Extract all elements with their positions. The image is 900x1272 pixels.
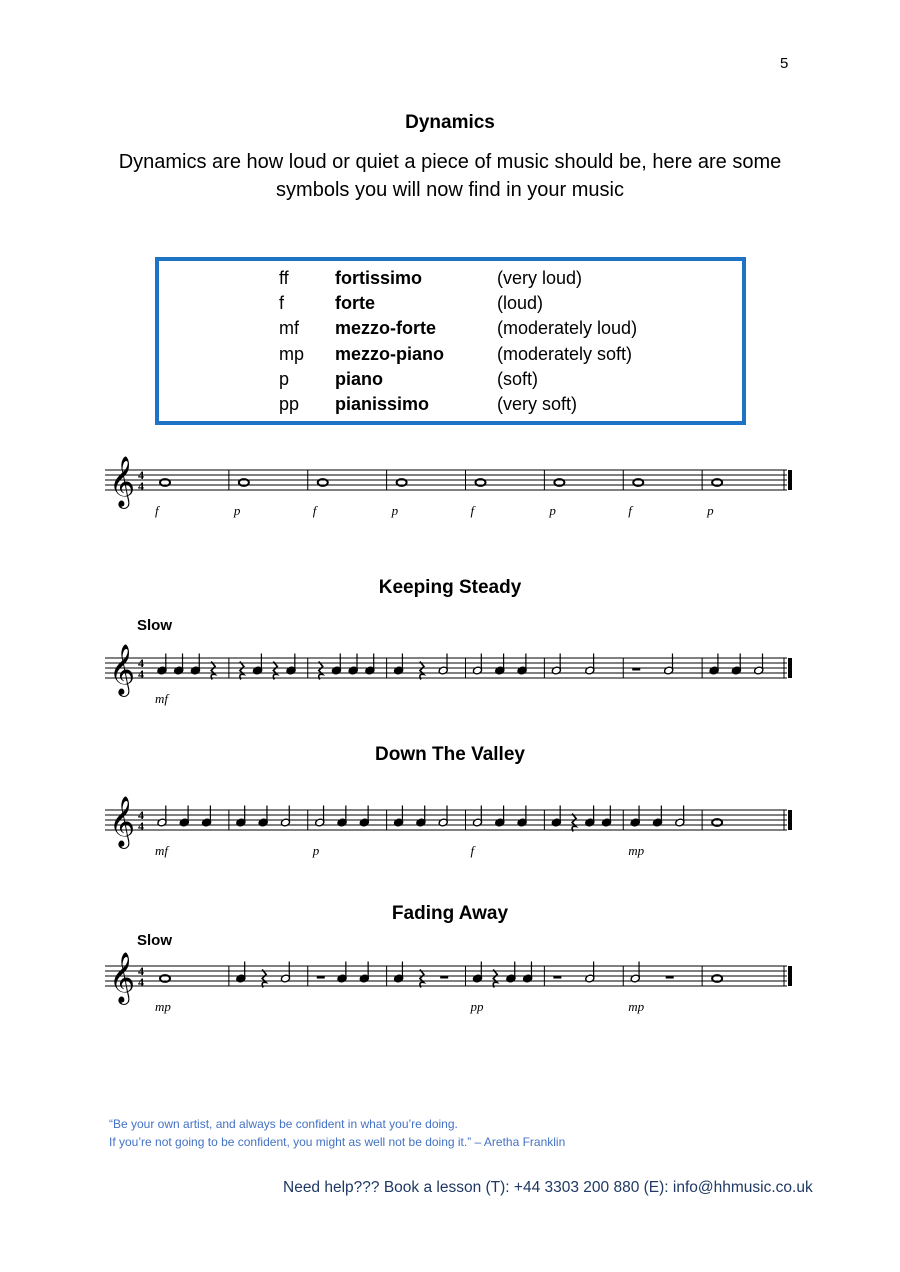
dynamic-marking: f [470,503,475,518]
dynamic-marking: f [628,503,632,518]
dynamic-marking: pp [470,999,484,1014]
dynamic-marking: f [312,503,317,518]
time-signature-top: 4 [138,656,144,670]
time-signature-bottom: 4 [138,975,144,989]
music-staff-keeping-steady [105,640,795,710]
dynamic-name: mezzo-forte [335,318,437,338]
dynamic-marking: f [155,503,159,518]
dynamics-row [279,293,739,318]
dynamic-marking: p [707,503,714,518]
quarter-rest-icon [420,970,424,988]
quarter-rest-icon [420,662,424,680]
piece-title-down-the-valley: Down The Valley [375,744,525,765]
dynamics-table-box [155,257,746,425]
dynamic-symbol: mf [279,318,299,338]
quote-line-1: “Be your own artist, and always be confident in what you’re doing. [109,1117,458,1131]
quarter-rest-icon [493,970,497,988]
music-staff-fading-away [105,948,795,1018]
dynamic-meaning: (very soft) [497,394,578,414]
dynamic-name: piano [335,369,383,389]
dynamic-marking: p [233,503,241,518]
dynamics-row [279,318,739,343]
dynamics-title: Dynamics [405,112,495,133]
dynamic-symbol: mp [279,344,305,364]
dynamic-meaning: (soft) [497,369,539,389]
dynamic-marking: mf [155,843,168,858]
treble-clef-icon: 𝄞 [109,796,136,847]
time-signature-top: 4 [138,468,144,482]
dynamics-row [279,268,739,293]
quarter-rest-icon [262,970,266,988]
dynamic-marking: p [549,503,556,518]
dynamic-name: fortissimo [335,268,423,288]
piece-title-fading-away: Fading Away [391,903,509,924]
dynamics-row [279,344,739,369]
intro-line-2: symbols you will now find in your music [276,179,624,201]
dynamics-row [279,369,739,394]
half-rest-icon [317,976,325,979]
time-signature-top: 4 [138,964,144,978]
dynamics-intro [100,148,800,204]
music-staff-dynamics-exercise [105,452,795,522]
treble-clef-icon: 𝄞 [109,456,136,507]
dynamic-meaning: (loud) [497,293,544,313]
dynamic-name: mezzo-piano [335,344,445,364]
dynamic-symbol: pp [279,394,300,414]
quarter-rest-icon [273,662,277,680]
dynamic-meaning: (moderately soft) [497,344,633,364]
dynamic-marking: p [391,503,399,518]
time-signature-top: 4 [138,808,144,822]
quarter-rest-icon [572,814,576,832]
tempo-marking: Slow [137,932,173,949]
quote-line-2: If you’re not going to be confident, you might as well not be doing it.” – Aretha Franklin [109,1135,566,1149]
piece-title-keeping-steady: Keeping Steady [378,577,522,598]
treble-clef-icon: 𝄞 [109,952,136,1003]
dynamic-marking: mp [628,999,645,1014]
quote [109,1115,565,1151]
dynamic-symbol: ff [279,268,289,288]
quarter-rest-icon [211,662,215,680]
dynamic-symbol: p [279,369,290,389]
quarter-rest-icon [319,662,323,680]
intro-line-1: Dynamics are how loud or quiet a piece of music should be, here are some [118,151,782,173]
half-rest-icon [632,668,640,671]
half-rest-icon [666,976,674,979]
footer-contact: Need help??? Book a lesson (T): +44 3303 200 880 (E): info@hhmusic.co.uk [283,1179,813,1196]
dynamic-marking: f [470,843,475,858]
time-signature-bottom: 4 [138,819,144,833]
dynamic-meaning: (moderately loud) [497,318,638,338]
time-signature-bottom: 4 [138,667,144,681]
dynamics-row [279,394,739,419]
time-signature-bottom: 4 [138,479,144,493]
dynamic-marking: mp [155,999,171,1014]
dynamic-meaning: (very loud) [497,268,583,288]
treble-clef-icon: 𝄞 [109,644,136,695]
half-rest-icon [553,976,561,979]
page-number: 5 [780,55,789,72]
dynamic-name: forte [335,293,375,313]
music-staff-down-the-valley [105,792,795,862]
quarter-rest-icon [240,662,244,680]
dynamic-marking: mf [155,691,168,706]
dynamic-marking: mp [628,843,645,858]
tempo-marking: Slow [137,617,173,634]
dynamic-name: pianissimo [335,394,430,414]
dynamic-symbol: f [279,293,285,313]
dynamic-marking: p [312,843,320,858]
half-rest-icon [440,976,448,979]
